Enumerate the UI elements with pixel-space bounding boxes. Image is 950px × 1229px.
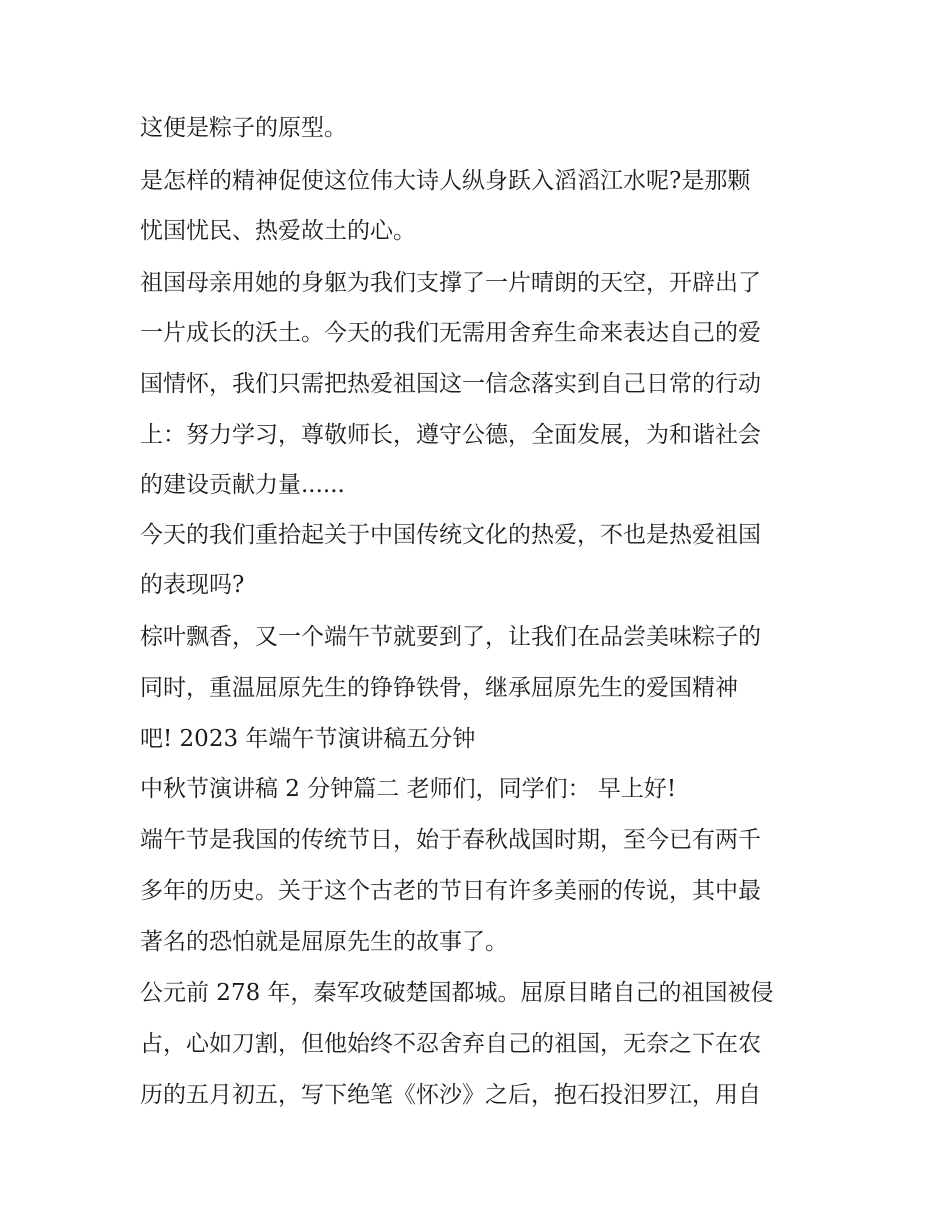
text-line: 吧! 2023 年端午节演讲稿五分钟 xyxy=(140,726,476,752)
text-line: 端午节是我国的传统节日，始于春秋战国时期，至今已有两千 xyxy=(140,827,761,853)
text-line: 中秋节演讲稿 2 分钟篇二 老师们，同学们： 早上好! xyxy=(140,776,677,802)
text-line: 祖国母亲用她的身躯为我们支撑了一片晴朗的天空，开辟出了 xyxy=(140,270,761,296)
text-line: 一片成长的沃土。今天的我们无需用舍弃生命来表达自己的爱 xyxy=(140,320,761,346)
text-line: 公元前 278 年，秦军攻破楚国都城。屈原目睹自己的祖国被侵 xyxy=(140,980,774,1006)
text-line: 占，心如刀割，但他始终不忍舍弃自己的祖国，无奈之下在农 xyxy=(140,1031,761,1057)
text-line: 的表现吗? xyxy=(140,572,245,598)
text-line: 今天的我们重拾起关于中国传统文化的热爱，不也是热爱祖国 xyxy=(140,522,761,548)
text-line: 历的五月初五，写下绝笔《怀沙》之后，抱石投汨罗江，用自 xyxy=(140,1082,761,1108)
text-line: 是怎样的精神促使这位伟大诗人纵身跃入滔滔江水呢?是那颗 xyxy=(140,168,751,194)
text-line: 这便是粽子的原型。 xyxy=(140,115,347,141)
text-line: 多年的历史。关于这个古老的节日有许多美丽的传说，其中最 xyxy=(140,878,761,904)
text-line: 同时，重温屈原先生的铮铮铁骨，继承屈原先生的爱国精神 xyxy=(140,675,738,701)
text-line: 忧国忧民、热爱故土的心。 xyxy=(140,218,416,244)
text-line: 棕叶飘香，又一个端午节就要到了，让我们在品尝美味粽子的 xyxy=(140,624,761,650)
text-line: 著名的恐怕就是屈原先生的故事了。 xyxy=(140,929,508,955)
text-line: 上：努力学习，尊敬师长，遵守公德，全面发展，为和谐社会 xyxy=(140,422,761,448)
text-line: 的建设贡献力量...... xyxy=(140,472,345,498)
text-line: 国情怀，我们只需把热爱祖国这一信念落实到自己日常的行动 xyxy=(140,371,761,397)
